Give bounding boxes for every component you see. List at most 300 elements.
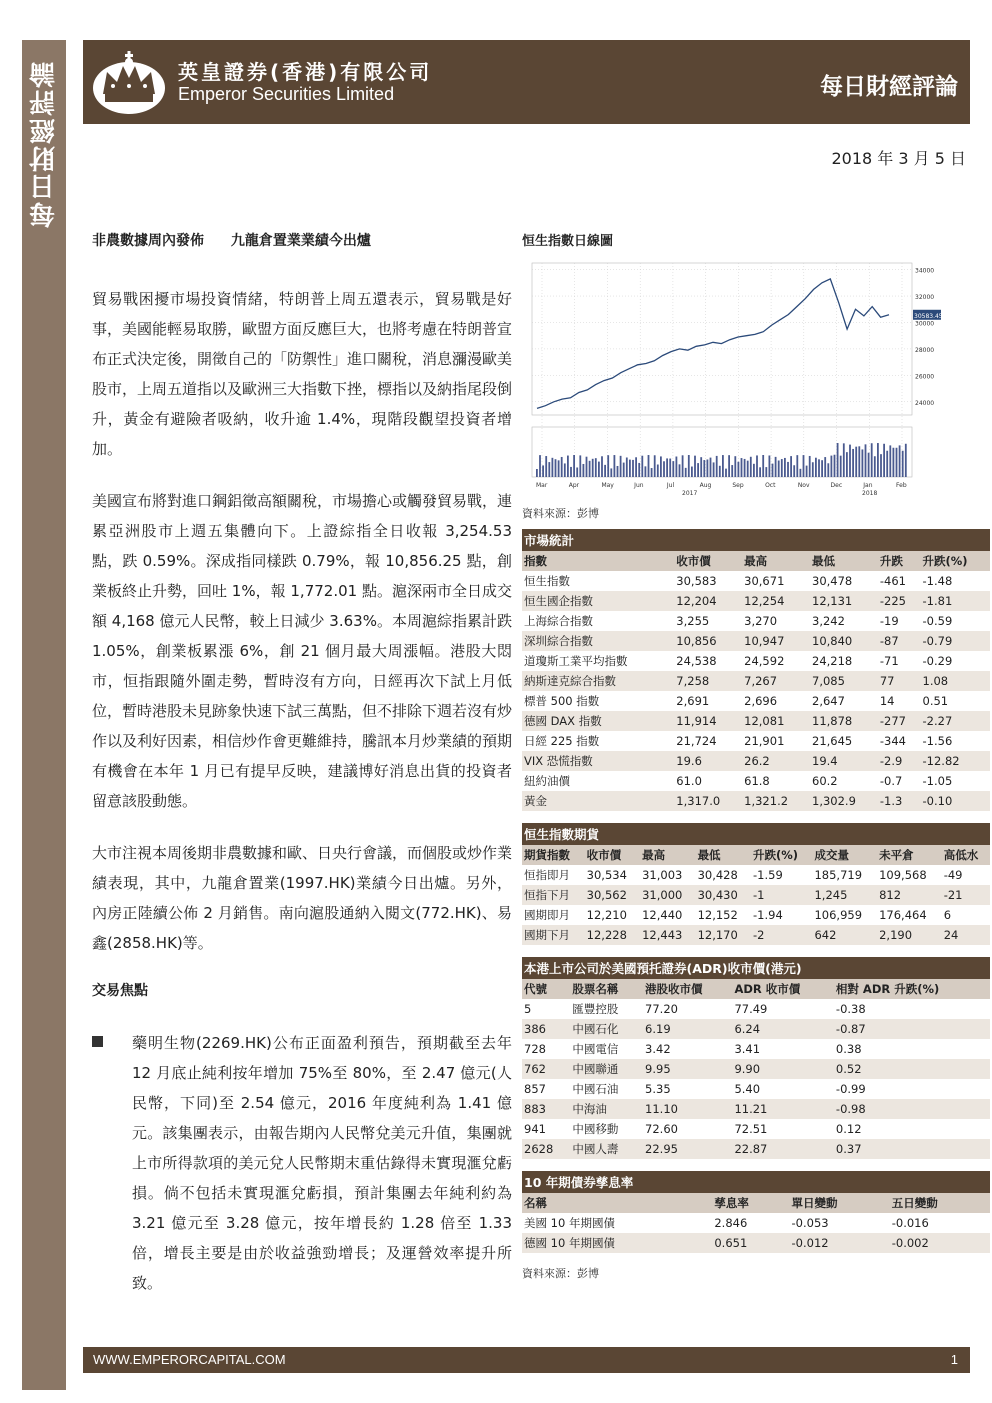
bonds-title: 10 年期債券孳息率	[522, 1171, 990, 1193]
table-cell: 77.49	[734, 1002, 768, 1016]
table-cell: -19	[879, 614, 899, 628]
volume-bar	[809, 456, 811, 477]
volume-bar	[889, 445, 891, 477]
table-cell: 納斯達克綜合指數	[522, 671, 674, 691]
column-header: 高低水	[942, 845, 990, 865]
column-header: 最高	[640, 845, 695, 865]
table-cell: 中國電信	[572, 1042, 619, 1056]
report-date: 2018 年 3 月 5 日	[831, 149, 966, 168]
volume-bar	[738, 462, 740, 477]
volume-bar	[756, 455, 758, 477]
volume-bar	[840, 456, 842, 477]
table-cell: 30,534	[586, 868, 627, 882]
table-cell: 中海油	[570, 1099, 643, 1119]
table-cell: -344	[879, 734, 906, 748]
volume-bar	[676, 457, 678, 477]
table-cell: 24,538	[676, 654, 717, 668]
table-cell: 1,302.9	[810, 791, 878, 811]
table-cell: -87	[878, 631, 921, 651]
table-row	[522, 1099, 990, 1119]
market-stats-title: 市場統計	[522, 529, 990, 551]
market-stats-block	[522, 529, 992, 811]
table-cell: 1,317.0	[674, 791, 742, 811]
volume-bar	[548, 462, 550, 477]
volume-bar	[589, 461, 591, 477]
table-cell: 3.42	[645, 1042, 671, 1056]
column-header: 成交量	[812, 845, 877, 865]
column-header: ADR 收市價	[732, 979, 833, 999]
table-cell: 深圳綜合指數	[522, 631, 674, 651]
table-cell: -0.99	[835, 1082, 866, 1096]
volume-bar	[719, 466, 721, 477]
table-cell: 72.60	[645, 1122, 678, 1136]
table-cell: 道瓊斯工業平均指數	[524, 654, 628, 668]
table-cell: 26.2	[742, 751, 810, 771]
volume-bar	[843, 443, 845, 477]
hsi-chart	[522, 255, 942, 495]
volume-bar	[734, 456, 736, 477]
volume-bar	[713, 462, 715, 477]
table-cell: 11,878	[810, 711, 878, 731]
volume-bar	[607, 455, 609, 477]
volume-bar	[741, 458, 743, 477]
column-header: 升跌(%)	[751, 845, 812, 865]
y-tick-label: 24000	[915, 399, 935, 407]
volume-bar	[831, 456, 833, 477]
volume-bar	[666, 458, 668, 477]
table-cell: 中國移動	[572, 1122, 619, 1136]
table-cell: 上海綜合指數	[524, 614, 593, 628]
table-cell: -0.87	[834, 1019, 990, 1039]
table-cell: 紐約油價	[524, 774, 570, 788]
adr-table	[522, 957, 990, 1159]
table-cell: 恒指即月	[524, 868, 570, 882]
volume-bar	[747, 461, 749, 477]
adr-block	[522, 957, 992, 1159]
volume-bar	[765, 467, 767, 477]
y-tick-label: 32000	[915, 294, 935, 302]
volume-bar	[871, 443, 873, 477]
volume-bar	[558, 460, 560, 477]
volume-bar	[598, 462, 600, 477]
column-header: 五日變動	[890, 1193, 990, 1213]
table-cell: -1.59	[753, 868, 783, 882]
table-cell: 31,000	[640, 885, 695, 905]
volume-bar	[753, 464, 755, 477]
table-cell: -0.053	[791, 1216, 829, 1230]
volume-bar	[902, 451, 904, 477]
volume-bar	[660, 456, 662, 477]
volume-bar	[880, 454, 882, 477]
column-header: 相對 ADR 升跌(%)	[834, 979, 990, 999]
table-cell: -1.05	[922, 774, 953, 788]
column-header: 孳息率	[712, 1193, 789, 1213]
table-row	[522, 885, 990, 905]
table-cell: 12,228	[585, 925, 640, 945]
table-row	[522, 691, 990, 711]
bonds-source: 資料來源：彭博	[522, 1267, 599, 1280]
table-cell: 10,947	[742, 631, 810, 651]
table-row	[522, 1119, 990, 1139]
chart-source: 資料來源：彭博	[522, 507, 599, 520]
table-cell: 77.20	[645, 1002, 678, 1016]
volume-bar	[728, 455, 730, 477]
volume-bar	[731, 465, 733, 477]
table-row	[522, 711, 990, 731]
table-cell: 6.24	[732, 1019, 833, 1039]
volume-bar	[896, 448, 898, 477]
table-cell: 標普 500 指數	[524, 694, 600, 708]
table-row	[522, 865, 990, 885]
table-cell: 30,671	[744, 574, 785, 588]
column-header: 收市價	[674, 551, 742, 571]
table-cell: -225	[878, 591, 921, 611]
table-cell: -1.3	[878, 791, 921, 811]
table-cell: 10,856	[674, 631, 742, 651]
x-tick-label: Feb	[896, 482, 907, 489]
table-cell: 1,321.2	[742, 791, 810, 811]
table-cell: 60.2	[812, 774, 838, 788]
volume-bar	[614, 455, 616, 477]
table-cell: 中國聯通	[570, 1059, 643, 1079]
table-cell: 5.35	[645, 1082, 671, 1096]
table-cell: 7,085	[810, 671, 878, 691]
volume-bar	[899, 445, 901, 477]
x-tick-label: Jul	[666, 482, 675, 489]
y-tick-label: 26000	[915, 373, 935, 381]
table-cell: 0.651	[712, 1233, 789, 1253]
table-row	[522, 571, 990, 591]
volume-bar	[576, 467, 578, 477]
table-cell: 12,210	[586, 908, 627, 922]
paragraph-2: 美國宣布將對進口鋼鋁徵高額關稅，市場擔心或觸發貿易戰，連累亞洲股市上週五集體向下。上證綜指全日收報 3,254.53 點，跌 0.59%。深成指同樣跌 0.79%，報 10,856.25 點，創業板終止升勢，回吐 1%，報 1,772.01 點。滬深兩市全日成交額 4,168 億元人民幣，較上日減少 3.63%。本周滬綜指累計跌 1.05%，創業板累漲 6%，創 21 個月最大周漲幅。港股大悶市，恒指跟隨外圍走勢，暫時沒有方向，日經再次下試上月低位，暫時港股未見跡象快速下試三萬點，但不排除下週若沒有炒作以及利好因素，相信炒作會更難維持，騰訊本月炒業績的預期有機會在本年 1 月已有提早反映，建議博好消息出貨的投資者留意該股動態。	[92, 492, 513, 810]
volume-bar	[592, 459, 594, 477]
x-tick-label: Nov	[797, 482, 810, 489]
table-row	[522, 651, 990, 671]
volume-bar	[694, 456, 696, 477]
table-cell: 日經 225 指數	[524, 734, 600, 748]
volume-bar	[827, 463, 829, 477]
table-cell: 12,204	[674, 591, 742, 611]
crown-icon	[89, 48, 169, 116]
volume-bar	[750, 457, 752, 477]
column-header: 股票名稱	[570, 979, 643, 999]
column-header: 代號	[522, 979, 570, 999]
volume-bar	[722, 455, 724, 477]
table-cell: 12,170	[696, 925, 751, 945]
x-tick-label: May	[601, 482, 614, 489]
table-cell: 22.87	[732, 1139, 833, 1159]
paragraph-1: 貿易戰困擾市場投資情緒，特朗普上周五還表示，貿易戰是好事，美國能輕易取勝，歐盟方面反應巨大，也將考慮在特朗普宣布正式決定後，開徵自己的「防禦性」進口關稅，消息瀰漫歐美股市，上周五道指以及歐洲三大指數下挫，標指以及納指尾段倒升，黃金有避險者吸納，收升逾 1.4%，現階段觀望投資者增加。	[92, 290, 513, 458]
table-cell: 11,914	[674, 711, 742, 731]
commentary-column	[92, 230, 512, 1298]
volume-bar	[654, 455, 656, 477]
table-cell: -0.016	[891, 1216, 929, 1230]
last-price-label: 30583.45	[914, 312, 942, 320]
table-row	[522, 591, 990, 611]
table-cell: 7,267	[742, 671, 810, 691]
volume-bar	[663, 461, 665, 477]
column-header: 升跌(%)	[921, 551, 991, 571]
volume-bar	[837, 443, 839, 477]
table-cell: 2,691	[676, 694, 710, 708]
table-row	[522, 671, 990, 691]
table-cell: -0.10	[921, 791, 991, 811]
table-cell: 恒生指數	[524, 574, 570, 588]
table-cell: 19.6	[674, 751, 742, 771]
table-cell: 7,258	[674, 671, 742, 691]
volume-bar	[834, 455, 836, 477]
volume-bar	[688, 455, 690, 477]
table-cell: 185,719	[814, 868, 863, 882]
table-cell: 6	[943, 908, 952, 922]
volume-bar	[852, 449, 854, 477]
adr-title: 本港上市公司於美國預托證券(ADR)收市價(港元)	[522, 957, 990, 979]
y-tick-label: 30000	[915, 320, 935, 328]
table-cell: -1	[751, 885, 812, 905]
x-tick-label: Sep	[732, 482, 744, 489]
table-cell: 德國 10 年期國債	[522, 1233, 712, 1253]
table-cell: 3,255	[676, 614, 710, 628]
table-cell: 21,645	[812, 734, 853, 748]
table-cell: 12,440	[642, 908, 683, 922]
table-cell: 12,081	[742, 711, 810, 731]
volume-bar	[570, 467, 572, 477]
volume-bar	[700, 457, 702, 477]
volume-bar	[905, 444, 907, 477]
paragraph-3: 大市注視本周後期非農數據和歐、日央行會議，而個股或炒作業績表現，其中，九龍倉置業(1997.HK)業績今日出爐。另外，內房正陸續公佈 2 月銷售。南向滬股通納入閱文(772.HK)、易鑫(2858.HK)等。	[92, 844, 513, 952]
sidebar-band	[22, 40, 66, 1390]
column-header: 指數	[522, 551, 674, 571]
table-cell: 61.0	[676, 774, 702, 788]
table-cell: -1.48	[922, 574, 953, 588]
table-cell: 30,430	[696, 885, 751, 905]
table-row	[522, 631, 990, 651]
x-tick-label: Jun	[634, 482, 644, 489]
table-cell: -277	[878, 711, 921, 731]
table-cell: 14	[879, 694, 895, 708]
table-cell: 19.4	[810, 751, 878, 771]
table-cell: 12,152	[697, 908, 738, 922]
volume-bar	[545, 456, 547, 477]
table-row	[522, 1213, 990, 1233]
volume-bar	[679, 464, 681, 477]
table-row	[522, 1039, 990, 1059]
table-cell: 2628	[522, 1139, 570, 1159]
volume-bar	[874, 456, 876, 477]
volume-bar	[759, 467, 761, 477]
table-row	[522, 791, 990, 811]
volume-bar	[620, 456, 622, 477]
table-cell: 728	[524, 1042, 546, 1056]
table-cell: 美國 10 年期國債	[524, 1216, 615, 1230]
column-header: 未平倉	[877, 845, 942, 865]
table-cell: 中國石油	[572, 1082, 619, 1096]
volume-bar	[610, 468, 612, 477]
volume-bar	[604, 465, 606, 477]
volume-bar	[725, 469, 727, 477]
volume-bar	[601, 456, 603, 477]
table-cell: -461	[879, 574, 906, 588]
table-cell: 176,464	[879, 908, 927, 922]
table-cell: -0.38	[835, 1002, 866, 1016]
table-cell: 812	[877, 885, 942, 905]
volume-bar	[769, 455, 771, 477]
column-header: 最低	[696, 845, 751, 865]
table-cell: -21	[942, 885, 990, 905]
table-cell: 30,583	[676, 574, 717, 588]
table-cell: 2.846	[714, 1216, 748, 1230]
column-header: 名稱	[522, 1193, 712, 1213]
table-cell: 857	[524, 1082, 546, 1096]
table-row	[522, 999, 990, 1019]
volume-bar	[691, 467, 693, 477]
x-year-label: 2017	[682, 490, 698, 495]
column-header: 收市價	[585, 845, 640, 865]
chart-title: 恒生指數日線圖	[522, 234, 614, 249]
volume-bar	[635, 457, 637, 477]
table-row	[522, 1019, 990, 1039]
table-row	[522, 925, 990, 945]
table-cell: 2,696	[744, 694, 778, 708]
volume-bar	[893, 448, 895, 477]
volume-bar	[846, 452, 848, 477]
column-header: 升跌	[878, 551, 921, 571]
table-row	[522, 1059, 990, 1079]
volume-bar	[651, 468, 653, 477]
table-cell: 30,562	[585, 885, 640, 905]
table-cell: -2	[751, 925, 812, 945]
table-cell: 黃金	[522, 791, 674, 811]
x-tick-label: Aug	[699, 482, 712, 489]
table-cell: 恒指下月	[522, 885, 585, 905]
volume-bar	[542, 465, 544, 477]
table-cell: 109,568	[879, 868, 927, 882]
volume-bar	[552, 458, 554, 477]
volume-bar	[818, 459, 820, 477]
column-header: 最高	[742, 551, 810, 571]
volume-bar	[539, 455, 541, 477]
x-year-label: 2018	[862, 490, 878, 495]
square-bullet-icon	[92, 1036, 103, 1047]
company-name-cn: 英皇證券(香港)有限公司	[178, 60, 433, 84]
table-cell: 國期下月	[522, 925, 585, 945]
column-header: 最低	[810, 551, 878, 571]
volume-bar	[762, 455, 764, 477]
table-cell: 恒生國企指數	[522, 591, 674, 611]
table-cell: -0.79	[921, 631, 991, 651]
y-tick-label: 28000	[915, 346, 935, 354]
volume-bar	[781, 459, 783, 477]
market-stats-table	[522, 529, 990, 811]
table-cell: 30,478	[812, 574, 853, 588]
y-tick-label: 34000	[915, 267, 935, 275]
table-row	[522, 611, 990, 631]
volume-bar	[586, 457, 588, 477]
table-cell: 11.10	[643, 1099, 732, 1119]
volume-bar	[862, 449, 864, 477]
table-cell: 10,840	[810, 631, 878, 651]
table-row	[522, 1139, 990, 1159]
table-cell: 中國石化	[570, 1019, 643, 1039]
table-cell: VIX 恐慌指數	[522, 751, 674, 771]
table-cell: 22.95	[643, 1139, 732, 1159]
company-name-en: Emperor Securities Limited	[178, 84, 395, 104]
volume-bar	[595, 458, 597, 477]
volume-bar	[800, 469, 802, 477]
volume-bar	[648, 455, 650, 477]
table-cell: -0.7	[879, 774, 903, 788]
table-cell: 12,443	[640, 925, 695, 945]
table-cell: 國期即月	[524, 908, 570, 922]
table-cell: 30,428	[697, 868, 738, 882]
table-cell: 2,647	[812, 694, 845, 708]
table-cell: 21,901	[744, 734, 785, 748]
table-cell: 31,003	[642, 868, 683, 882]
column-header: 期貨指數	[522, 845, 585, 865]
table-cell: 762	[522, 1059, 570, 1079]
volume-bar	[669, 459, 671, 477]
report-title: 每日財經評論	[820, 74, 958, 100]
table-cell: 5	[524, 1002, 532, 1016]
table-cell: -71	[879, 654, 899, 668]
table-cell: 0.38	[835, 1042, 862, 1056]
table-cell: -0.59	[922, 614, 953, 628]
table-cell: 883	[522, 1099, 570, 1119]
table-cell: -0.29	[922, 654, 953, 668]
volume-bar	[815, 458, 817, 477]
volume-bar	[617, 466, 619, 477]
volume-bar	[784, 458, 786, 477]
table-cell: 匯豐控股	[572, 1002, 619, 1016]
volume-bar	[710, 458, 712, 477]
table-cell: 0.51	[922, 694, 949, 708]
volume-bar	[865, 444, 867, 477]
sidebar-title: 每日財經評論	[29, 60, 60, 228]
focus-title: 交易焦點	[92, 983, 148, 999]
volume-bar	[561, 457, 563, 477]
volume-bar	[772, 464, 774, 477]
volume-bar	[564, 463, 566, 477]
volume-bar	[629, 460, 631, 477]
table-cell: -1.94	[753, 908, 783, 922]
table-cell: 24	[942, 925, 990, 945]
hsi-chart-svg	[522, 255, 942, 495]
volume-bar	[632, 460, 634, 477]
volume-bar	[868, 453, 870, 477]
volume-bar	[672, 461, 674, 477]
footer-url[interactable]: WWW.EMPERORCAPITAL.COM	[93, 1352, 286, 1367]
bullet-text: 藥明生物(2269.HK)公布正面盈利預告，預期截至去年 12 月底止純利按年增加 75%至 80%，至 2.47 億元(人民幣，下同)至 2.54 億元，2016 年度純利為 1.41 億元。該集團表示，由報告期內人民幣兌美元升值，集團就上市所得款項的美元兌人民幣期末重估錄得未實現滙兌虧損。倘不包括未實現滙兌虧損，預計集團去年純利約為 3.21 億元至 3.28 億元，按年增長約 1.28 倍至 1.33 倍，增長主要是由於收益強勁增長；及運營效率提升所致。	[132, 1034, 512, 1292]
volume-bar	[883, 444, 885, 477]
volume-bar	[821, 460, 823, 477]
table-cell: 中國人壽	[570, 1139, 643, 1159]
futures-title: 恒生指數期貨	[522, 823, 990, 845]
table-cell: -49	[943, 868, 963, 882]
volume-bar	[583, 464, 585, 477]
volume-bar	[703, 460, 705, 477]
table-row	[522, 731, 990, 751]
volume-bar	[855, 447, 857, 477]
table-cell: 24,218	[812, 654, 853, 668]
table-cell: 72.51	[734, 1122, 768, 1136]
table-cell: 9.90	[732, 1059, 833, 1079]
x-tick-label: Apr	[568, 482, 580, 489]
table-cell: -12.82	[921, 751, 991, 771]
table-cell: 德國 DAX 指數	[522, 711, 674, 731]
volume-bar	[824, 457, 826, 477]
table-cell: 5.40	[734, 1082, 761, 1096]
